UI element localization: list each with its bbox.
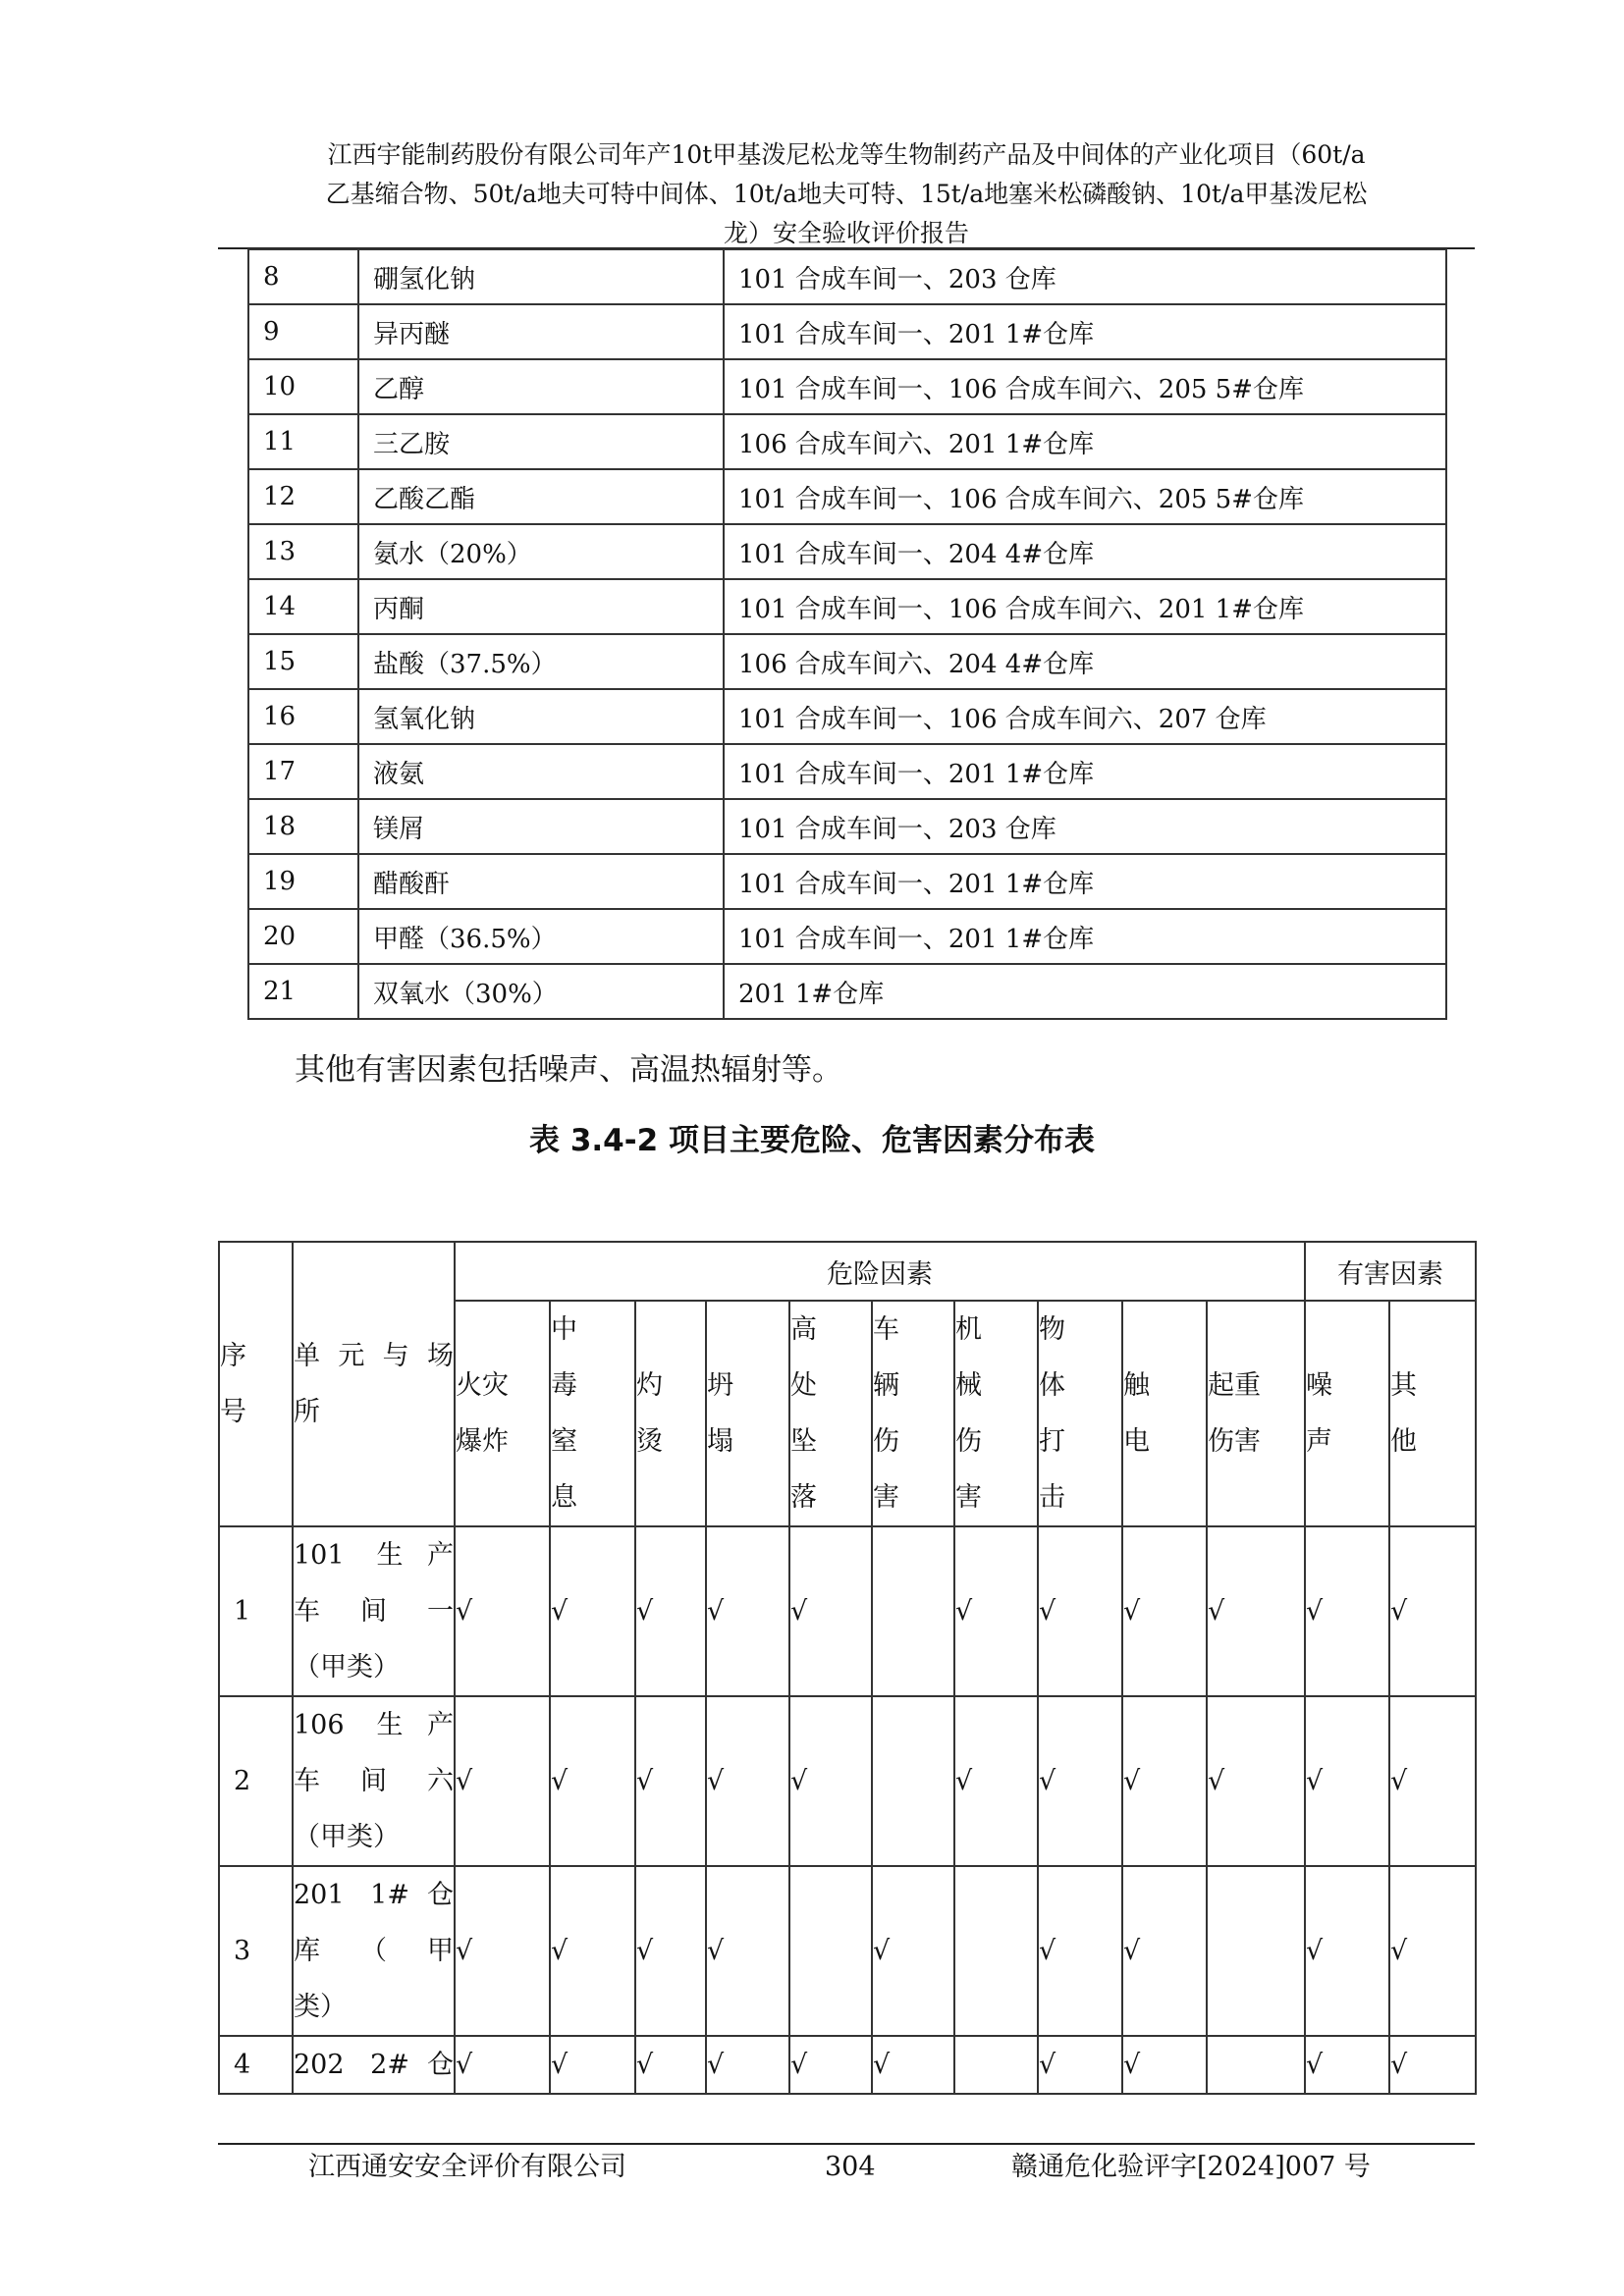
check-mark-cell: √ [1305, 1696, 1389, 1866]
check-mark-cell [872, 1526, 954, 1696]
hazard-row-unit [293, 1696, 455, 1866]
unit-line: 库（甲 [294, 1936, 454, 1966]
material-name-cell: 异丙醚 [358, 304, 724, 359]
material-row [248, 304, 1446, 359]
material-row [248, 249, 1446, 304]
hazard-row-no: 1 [219, 1526, 293, 1696]
check-mark-cell: √ [1207, 1696, 1305, 1866]
check-mark-cell: √ [1122, 1526, 1207, 1696]
material-location-cell: 101 合成车间一、201 1#仓库 [724, 854, 1446, 909]
material-location-cell: 101 合成车间一、201 1#仓库 [724, 304, 1446, 359]
col-no-header [219, 1242, 293, 1526]
material-location-cell: 101 合成车间一、201 1#仓库 [724, 744, 1446, 799]
material-name-cell: 丙酮 [358, 579, 724, 634]
check-mark-cell: √ [455, 1526, 550, 1696]
check-mark-cell: √ [1389, 1866, 1476, 2036]
check-mark-cell [954, 1866, 1038, 2036]
hazard-column-header [1038, 1301, 1122, 1526]
hazard-column-header [954, 1301, 1038, 1526]
hazard-column-label: 高 [790, 1314, 817, 1345]
hazard-column-label: 击 [1039, 1482, 1065, 1513]
material-location-cell: 101 合成车间一、106 合成车间六、205 5#仓库 [724, 359, 1446, 414]
material-name-cell: 乙醇 [358, 359, 724, 414]
check-mark-cell: √ [1038, 2036, 1122, 2094]
hazard-row [219, 2036, 1476, 2094]
hazard-table [218, 1241, 1477, 2095]
check-mark-cell: √ [789, 2036, 872, 2094]
note-text: 其他有害因素包括噪声、高温热辐射等。 [295, 1052, 842, 1088]
material-location-cell: 101 合成车间一、203 仓库 [724, 799, 1446, 854]
hazard-column-label: 其 [1390, 1370, 1417, 1401]
material-no-cell: 20 [248, 909, 358, 964]
hazard-column-header [550, 1301, 635, 1526]
hazard-column-label: 伤 [873, 1426, 899, 1457]
hazard-column-header [455, 1301, 550, 1526]
material-location-cell: 101 合成车间一、204 4#仓库 [724, 524, 1446, 579]
unit-line: 101 生产 [294, 1540, 454, 1571]
check-mark-cell [789, 1866, 872, 2036]
material-row [248, 799, 1446, 854]
hazard-column-label: 坠 [790, 1426, 817, 1457]
hazard-column-label: 机 [955, 1314, 982, 1345]
hazard-column-header [872, 1301, 954, 1526]
hazard-row [219, 1526, 1476, 1696]
hazard-column-header [706, 1301, 789, 1526]
check-mark-cell [1207, 1866, 1305, 2036]
hazard-column-label: 物 [1039, 1314, 1065, 1345]
check-mark-cell: √ [1038, 1526, 1122, 1696]
hazard-column-label: 体 [1039, 1370, 1065, 1401]
material-row [248, 634, 1446, 689]
hazard-row [219, 1866, 1476, 2036]
material-name-cell: 氢氧化钠 [358, 689, 724, 744]
hazard-column-label: 械 [955, 1370, 982, 1401]
hazard-column-label: 电 [1123, 1426, 1150, 1457]
material-no-cell: 9 [248, 304, 358, 359]
hazard-row-unit [293, 1526, 455, 1696]
check-mark-cell: √ [789, 1696, 872, 1866]
material-name-cell: 镁屑 [358, 799, 724, 854]
unit-line: 车间六 [294, 1766, 454, 1796]
check-mark-cell: √ [550, 1696, 635, 1866]
materials-table [247, 248, 1447, 1020]
hazard-column-header [1389, 1301, 1476, 1526]
col-no-line: 序 [220, 1341, 246, 1371]
material-row [248, 909, 1446, 964]
hazard-column-label: 害 [955, 1482, 982, 1513]
unit-line: 106 生产 [294, 1710, 454, 1740]
unit-line: 202 2#仓 [294, 2050, 454, 2080]
col-unit-line: 单元与场 [294, 1341, 454, 1371]
footer-divider [218, 2143, 1475, 2145]
material-no-cell: 18 [248, 799, 358, 854]
material-name-cell: 硼氢化钠 [358, 249, 724, 304]
material-row [248, 414, 1446, 469]
material-no-cell: 14 [248, 579, 358, 634]
material-location-cell: 101 合成车间一、106 合成车间六、205 5#仓库 [724, 469, 1446, 524]
hazard-column-label: 伤害 [1208, 1426, 1261, 1457]
col-no-line: 号 [220, 1397, 246, 1427]
check-mark-cell: √ [1305, 2036, 1389, 2094]
unit-line: （甲类） [294, 1822, 400, 1852]
hazard-column-label: 辆 [873, 1370, 899, 1401]
hazard-column-label: 声 [1306, 1426, 1332, 1457]
hazard-column-label: 落 [790, 1482, 817, 1513]
material-no-cell: 21 [248, 964, 358, 1019]
check-mark-cell: √ [1305, 1866, 1389, 2036]
material-row [248, 469, 1446, 524]
footer-company: 江西通安安全评价有限公司 [308, 2152, 626, 2182]
hazard-column-label: 塌 [707, 1426, 733, 1457]
check-mark-cell: √ [1389, 1696, 1476, 1866]
material-row [248, 964, 1446, 1019]
check-mark-cell: √ [550, 2036, 635, 2094]
check-mark-cell: √ [1122, 2036, 1207, 2094]
material-location-cell: 101 合成车间一、201 1#仓库 [724, 909, 1446, 964]
material-location-cell: 101 合成车间一、106 合成车间六、207 仓库 [724, 689, 1446, 744]
check-mark-cell: √ [550, 1526, 635, 1696]
material-row [248, 359, 1446, 414]
material-no-cell: 8 [248, 249, 358, 304]
material-name-cell: 三乙胺 [358, 414, 724, 469]
danger-group-header: 危险因素 [455, 1242, 1305, 1301]
material-row [248, 524, 1446, 579]
hazard-column-label: 起重 [1208, 1370, 1261, 1401]
hazard-row-unit [293, 2036, 455, 2094]
hazard-column-label: 处 [790, 1370, 817, 1401]
check-mark-cell: √ [706, 1526, 789, 1696]
check-mark-cell [1207, 2036, 1305, 2094]
check-mark-cell: √ [954, 1526, 1038, 1696]
check-mark-cell: √ [550, 1866, 635, 2036]
material-no-cell: 17 [248, 744, 358, 799]
footer-document-number: 赣通危化验评字[2024]007 号 [1011, 2152, 1371, 2182]
material-row [248, 744, 1446, 799]
hazard-column-header [789, 1301, 872, 1526]
material-row [248, 579, 1446, 634]
material-location-cell: 101 合成车间一、106 合成车间六、201 1#仓库 [724, 579, 1446, 634]
unit-line: 201 1#仓 [294, 1880, 454, 1910]
hazard-column-label: 爆炸 [456, 1426, 509, 1457]
check-mark-cell: √ [1038, 1866, 1122, 2036]
material-no-cell: 19 [248, 854, 358, 909]
check-mark-cell: √ [1122, 1866, 1207, 2036]
material-name-cell: 盐酸（37.5%） [358, 634, 724, 689]
check-mark-cell: √ [706, 2036, 789, 2094]
material-no-cell: 10 [248, 359, 358, 414]
hazard-column-header [1207, 1301, 1305, 1526]
check-mark-cell: √ [872, 2036, 954, 2094]
check-mark-cell: √ [635, 1526, 706, 1696]
check-mark-cell: √ [1389, 1526, 1476, 1696]
col-unit-header [293, 1242, 455, 1526]
check-mark-cell: √ [1038, 1696, 1122, 1866]
material-no-cell: 11 [248, 414, 358, 469]
header-line-1: 江西宇能制药股份有限公司年产10t甲基泼尼松龙等生物制药产品及中间体的产业化项目（60t/a [327, 140, 1366, 169]
material-no-cell: 15 [248, 634, 358, 689]
hazard-column-label: 灼 [636, 1370, 663, 1401]
check-mark-cell: √ [706, 1696, 789, 1866]
hazard-row-no: 2 [219, 1696, 293, 1866]
hazard-column-label: 打 [1039, 1426, 1065, 1457]
check-mark-cell: √ [872, 1866, 954, 2036]
material-row [248, 689, 1446, 744]
material-name-cell: 醋酸酐 [358, 854, 724, 909]
material-name-cell: 液氨 [358, 744, 724, 799]
material-no-cell: 16 [248, 689, 358, 744]
unit-line: （甲类） [294, 1652, 400, 1682]
material-row [248, 854, 1446, 909]
col-unit-line: 所 [294, 1397, 320, 1427]
hazard-row-unit [293, 1866, 455, 2036]
table-title: 表 3.4-2 项目主要危险、危害因素分布表 [529, 1123, 1095, 1158]
hazard-column-label: 窒 [551, 1426, 577, 1457]
check-mark-cell: √ [789, 1526, 872, 1696]
hazard-column-label: 噪 [1306, 1370, 1332, 1401]
check-mark-cell: √ [1389, 2036, 1476, 2094]
report-header [218, 135, 1475, 253]
check-mark-cell: √ [1122, 1696, 1207, 1866]
check-mark-cell: √ [635, 1866, 706, 2036]
hazard-column-label: 他 [1390, 1426, 1417, 1457]
material-name-cell: 氨水（20%） [358, 524, 724, 579]
harmful-group-header: 有害因素 [1305, 1242, 1476, 1301]
hazard-column-label: 毒 [551, 1370, 577, 1401]
hazard-column-header [635, 1301, 706, 1526]
material-location-cell: 101 合成车间一、203 仓库 [724, 249, 1446, 304]
material-name-cell: 双氧水（30%） [358, 964, 724, 1019]
hazard-column-header [1305, 1301, 1389, 1526]
hazard-row [219, 1696, 1476, 1866]
hazard-column-label: 息 [551, 1482, 577, 1513]
hazard-column-label: 烫 [636, 1426, 663, 1457]
check-mark-cell: √ [1207, 1526, 1305, 1696]
material-name-cell: 甲醛（36.5%） [358, 909, 724, 964]
check-mark-cell: √ [635, 2036, 706, 2094]
material-no-cell: 12 [248, 469, 358, 524]
check-mark-cell: √ [635, 1696, 706, 1866]
check-mark-cell: √ [455, 1696, 550, 1866]
material-no-cell: 13 [248, 524, 358, 579]
check-mark-cell: √ [455, 2036, 550, 2094]
hazard-column-label: 车 [873, 1314, 899, 1345]
check-mark-cell: √ [706, 1866, 789, 2036]
hazard-column-label: 坍 [707, 1370, 733, 1401]
check-mark-cell [872, 1696, 954, 1866]
check-mark-cell: √ [954, 1696, 1038, 1866]
check-mark-cell [954, 2036, 1038, 2094]
hazard-row-no: 4 [219, 2036, 293, 2094]
hazard-row-no: 3 [219, 1866, 293, 2036]
hazard-column-label: 害 [873, 1482, 899, 1513]
hazard-column-label: 火灾 [456, 1370, 509, 1401]
material-name-cell: 乙酸乙酯 [358, 469, 724, 524]
hazard-column-label: 触 [1123, 1370, 1150, 1401]
material-location-cell: 106 合成车间六、201 1#仓库 [724, 414, 1446, 469]
hazard-column-label: 中 [551, 1314, 577, 1345]
check-mark-cell: √ [1305, 1526, 1389, 1696]
hazard-column-label: 伤 [955, 1426, 982, 1457]
check-mark-cell: √ [455, 1866, 550, 2036]
header-line-3: 龙）安全验收评价报告 [723, 219, 969, 247]
footer-page-number: 304 [825, 2152, 876, 2182]
material-location-cell: 106 合成车间六、204 4#仓库 [724, 634, 1446, 689]
unit-line: 车间一 [294, 1596, 454, 1627]
header-line-2: 乙基缩合物、50t/a地夫可特中间体、10t/a地夫可特、15t/a地塞米松磷酸钠、10t/a甲基泼尼松 [325, 180, 1368, 208]
unit-line: 类） [294, 1992, 347, 2022]
material-location-cell: 201 1#仓库 [724, 964, 1446, 1019]
hazard-column-header [1122, 1301, 1207, 1526]
